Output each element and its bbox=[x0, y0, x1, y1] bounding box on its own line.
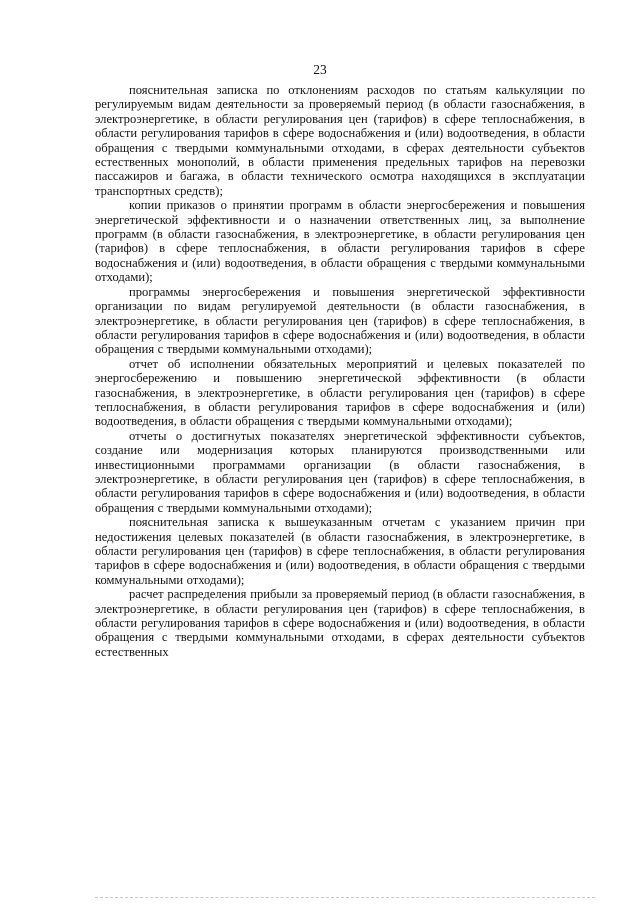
paragraph-profit-distribution: расчет распределения прибыли за проверяемый период (в области газоснабжения, в электроэнергетике, в области регулирования цен (тарифов) в сфере теплоснабжения, в области регулирования тарифов в сфере водоснабжения и (или) водоотведения, в области обращения с твердыми коммунальными отходами, в сферах деятельности субъектов естественных bbox=[95, 587, 585, 659]
page-number: 23 bbox=[313, 62, 327, 77]
document-body bbox=[95, 83, 585, 659]
paragraph-explanatory-note-deviations: пояснительная записка по отклонениям расходов по статьям калькуляции по регулируемым видам деятельности за проверяемый период (в области газоснабжения, в электроэнергетике, в области регулирования цен (тарифов) в сфере теплоснабжения, в области регулирования тарифов в сфере водоснабжения и (или) водоотведения, в области обращения с твердыми коммунальными отходами, в сферах деятельности субъектов естественных монополий, в области применения предельных тарифов на перевозки пассажиров и багажа, в области технического осмотра находящихся в эксплуатации транспортных средств); bbox=[95, 83, 585, 198]
footer-divider bbox=[95, 897, 595, 898]
paragraph-energy-saving-programs: программы энергосбережения и повышения энергетической эффективности организации по видам регулируемой деятельности (в области газоснабжения, в электроэнергетике, в области регулирования цен (тарифов) в сфере теплоснабжения, в области регулирования тарифов в сфере водоснабжения и (или) водоотведения, в области обращения с твердыми коммунальными отходами); bbox=[95, 284, 585, 357]
paragraph-efficiency-indicators-reports: отчеты о достигнутых показателях энергетической эффективности субъектов, создание или модернизация которых планируются производственными или инвестиционными программами организации (в области газоснабжения, в электроэнергетике, в области регулирования цен (тарифов) в сфере теплоснабжения, в области регулирования тарифов в сфере водоснабжения и (или) водоотведения, в области обращения с твердыми коммунальными отходами); bbox=[95, 428, 585, 515]
paragraph-mandatory-measures-report: отчет об исполнении обязательных мероприятий и целевых показателей по энергосбережению и повышению энергетической эффективности (в области газоснабжения, в электроэнергетике, в области регулирования цен (тарифов) в сфере теплоснабжения, в области регулирования тарифов в сфере водоснабжения и (или) водоотведения, в области обращения с твердыми коммунальными отходами); bbox=[95, 356, 585, 429]
paragraph-program-orders-copies: копии приказов о принятии программ в области энергосбережения и повышения энергетической эффективности и о назначении ответственных лиц, за выполнение программ (в области газоснабжения, в электроэнергетике, в области регулирования цен (тарифов) в сфере теплоснабжения, в области регулирования тарифов в сфере водоснабжения и (или) водоотведения, в области обращения с твердыми коммунальными отходами); bbox=[95, 198, 585, 285]
paragraph-reports-explanatory-note: пояснительная записка к вышеуказанным отчетам с указанием причин при недостижения целевых показателей (в области газоснабжения, в электроэнергетике, в области регулирования цен (тарифов) в сфере теплоснабжения, в области регулирования тарифов в сфере водоснабжения и (или) водоотведения, в области обращения с твердыми коммунальными отходами); bbox=[95, 515, 585, 587]
